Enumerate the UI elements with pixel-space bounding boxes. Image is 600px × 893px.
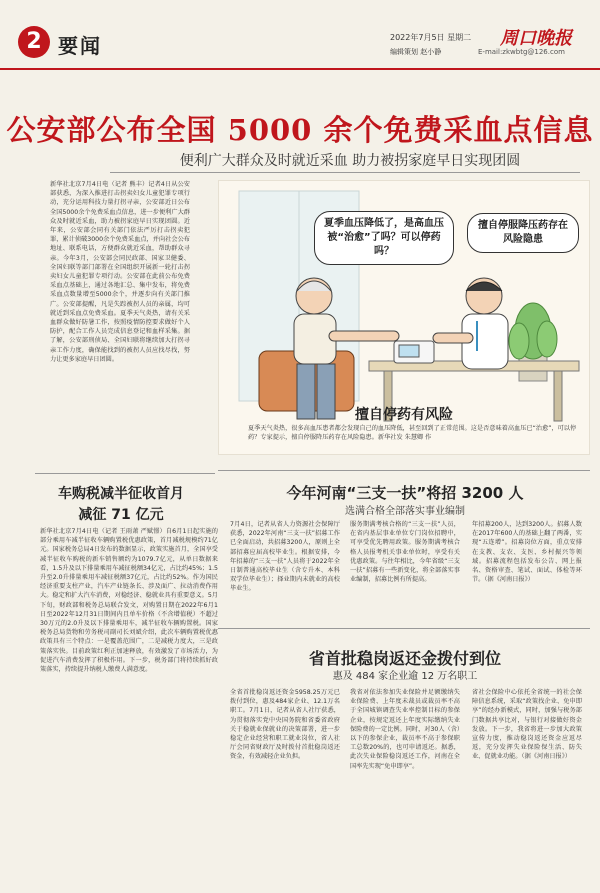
- issue-date: 2022年7月5日 星期二: [390, 33, 472, 42]
- section-title: 要闻: [58, 34, 102, 58]
- car-tax-article-body: 新华社北京7月4日电（记者 王雨萧 严赋憬）自6月1日起实施的部分乘用车减半征收车辆购置税优惠政策，首月减税规模约71亿元。国家税务总局4日发布的数据显示，政策实施首月，全国享受减半征收车购税的新车销售额约为1079.7亿元，从单日数据来看，1.5升及以下排量乘用车减征税额34亿元，占比约45%；1.5升至2.0升排量乘用车减征税额37亿元，占比约52%。作为国民经济重要支柱产业，汽车产业链条长、涉及面广、拉动消费作用大。稳定和扩大汽车消费，对稳经济、稳就业具有重要意义。5月下旬，财政部和税务总局联合发文，对购置日期在2022年6月1日至2022年12月31日期间内且单车价格（不含增值税）不超过30万元的2.0升及以下排量乘用车，减半征收车辆购置税。国家税务总局货物和劳务税司副司长刘斌介绍，此次车辆购置税优惠政策具有三个特点：一是覆盖范围广，二是减税力度大，三是政策落实快。目前政策红利正加速释放，有效激发了市场活力，为促进汽车消费发挥了积极作用。下一步，税务部门将持续抓好政策落实，持续提升纳税人缴费人满意度。: [40, 528, 218, 674]
- header-divider: [0, 68, 600, 70]
- jobs-subheadline: 惠及 484 家企业逾 12 万名职工: [332, 671, 478, 682]
- jobs-column-1: 全省首批稳岗返还资金5958.25万元已拨付到位，惠及484家企业、12.1万名职工。7月1日，记者从省人社厅获悉，为贯彻落实党中央国务院和省委省政府关于稳就业保就业的决策部署，进一步稳定企业经营和职工就业岗位，省人社厅会同省财政厅及时拨付首批稳岗返还资金，有效减轻企业负担。: [230, 689, 340, 761]
- henan-column-1: 7月4日，记者从省人力资源社会保障厅获悉，2022年河南“三支一扶”招募工作已全面启动，共招募3200人，原则上全部招募应届高校毕业生。根据安排，今年招募的“三支一扶”人员将于2022年全日制普通高校毕业生（含专升本、本科双学位毕业生）；择业期内未就业的高校毕业生。: [230, 521, 340, 593]
- henan-column-3: 年招募200人，达到3200人。招募人数在2017年600人的基础上翻了两番，实现“五连增”。招募岗位方面，重点安排在支教、支农、支医、乡村振兴等领域。招募流程包括发布公告、网上报名、资格审查、笔试、面试、体检等环节。（据《河南日报》）: [472, 521, 582, 584]
- patient-speech-bubble: 夏季血压降低了，是高血压被“治愈”了吗？可以停药吗？: [314, 211, 454, 265]
- henan-column-2: 服务期满考核合格的“三支一扶”人员，在省内基层事业单位专门岗位招聘中，可享受优先聘用政策。服务期满考核合格人员报考机关事业单位时，享受有关优惠政策。与往年相比，今年省级“三支一扶”招募有一些新变化，将全部落实事业编制，招募比例有所提高。: [350, 521, 460, 584]
- lead-subheadline: 便利广大群众及时就近采血 助力被拐家庭早日实现团圆: [179, 153, 521, 169]
- newspaper-logo: 周口晚报: [500, 28, 572, 49]
- illustration-caption-text: 夏季天气炎热，很多高血压患者都会发现自己的血压降低，甚至回到了正常范围。这是否意味着高血压已“治愈”，可以停药？专家提示，擅自停服降压药存在风险隐患。新华社发 朱慧卿 作: [248, 425, 577, 441]
- jobs-column-2: 我省对依法参加失业保险并足额缴纳失业保险费、上年度未裁员或裁员率不高于全国城镇调查失业率控制目标的参保企业，按规定返还上年度实际缴纳失业保险费的一定比例。同时，对30人（含）以下的参保企业，裁员率不高于参保职工总数20%的，也可申请返还。据悉，此次失业保险稳岗返还工作，河南在全国率先实现“免申即享”。: [350, 689, 460, 770]
- lead-article-body: 新华社北京7月4日电（记者 熊丰）记者4日从公安部获悉，为深入推进打击拐卖妇女儿童犯罪专项行动，充分运用科技力量打拐寻亲，公安部近日公布全国5000余个免费采血点信息，进一步便利广大群众及时就近采血，助力被拐家庭早日实现团圆。近年来，公安部会同有关部门依法严厉打击拐卖犯罪，累计侦破3000余个免费采血点，并向社会公布地址、联系电话，方便群众就近采血，帮助群众寻亲。今年3月，公安部会同民政部、国家卫健委、全国妇联等部门部署在全国组织开展新一轮打击拐卖妇女儿童犯罪专项行动。公安部在此前公布免费采血点基础上，通过各地汇总、集中发布，将免费采血点数量增至5000余个，并逐步向有关部门推广。公安部提醒，凡是失踪被拐人员的亲属，均可就近到采血点免费采血。夏季天气炎热，请有关采血群众做好防暑工作，按照疫情防控要求做好个人防护，配合工作人员完成信息登记和血样采集。据了解，公安部刑侦局、全国妇联将继续加大打拐寻亲工作力度，确保能找到的被拐人员应找尽找，努力让更多家庭早日团圆。: [50, 181, 190, 363]
- page-number-badge: 2: [18, 26, 50, 58]
- lead-headline: 公安部公布全国 5000 余个免费采血点信息: [6, 113, 594, 147]
- car-tax-divider: [35, 473, 215, 474]
- jobs-headline: 省首批稳岗返还金拨付到位: [308, 649, 501, 668]
- car-tax-headline: [36, 484, 206, 526]
- car-tax-headline-line2: 减征 71 亿元: [78, 507, 164, 523]
- contact-email: E-mail:zkwbtg@126.com: [478, 48, 565, 56]
- car-tax-headline-line1: 车购税减半征收首月: [58, 486, 184, 502]
- subhead-divider: [110, 172, 580, 173]
- jobs-column-3: 省社会保险中心依托全省统一的社会保障信息系统，采取“政策找企业、免申即享”的经办新模式，同时，加强与税务部门数据共享比对，与银行对接做好资金发放。下一步，我省将进一步加大政策宣传力度，推动稳岗返还资金应返尽返，充分发挥失业保险保生活、防失业、促就业功能。（据《河南日报》）: [472, 689, 582, 761]
- illustration-caption-title: 擅自停药有风险: [355, 407, 453, 423]
- doctor-speech-bubble: 擅自停服降压药存在风险隐患: [467, 213, 579, 253]
- jobs-divider: [218, 628, 590, 629]
- henan-divider: [218, 470, 590, 471]
- henan-subheadline: 选满合格全部落实事业编制: [345, 506, 465, 517]
- henan-headline: 今年河南“三支一扶”将招 3200 人: [286, 484, 524, 502]
- editor-credit: 编辑策划 赵小静: [390, 48, 442, 56]
